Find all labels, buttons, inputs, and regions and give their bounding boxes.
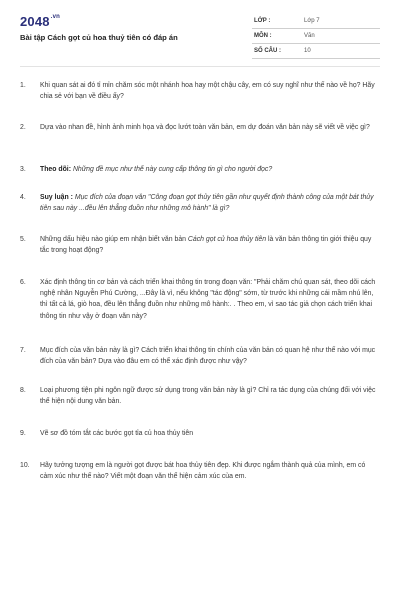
question-number: 9.: [20, 430, 26, 437]
question-text-title: Cách gọt củ hoa thủy tiên: [187, 236, 267, 243]
question-text: [40, 234, 380, 256]
question-body: Những đề mục như thế này cung cấp thông tin gì cho người đọc?: [72, 166, 273, 173]
question-number: 1.: [20, 82, 26, 89]
worksheet-header: [20, 14, 380, 62]
question-lead: Suy luận :: [40, 194, 73, 201]
meta-value: 10: [304, 48, 311, 54]
meta-row-count: [252, 44, 380, 59]
question-text: Xác định thông tin cơ bản và cách triển khai thông tin trong đoạn văn: "Phải chăm chú quan sát, theo dõi cách nghệ nhân Nguyễn Phú Cường, ...Đây là vì, nếu không "tác động" sớm, từ trước khi những cái mầm nhú lên, thì tất cả lá, giò hoa, đều lên thẳng đuồn như những mô hành:. . Theo em, vì sao tác giả chọn cách triển khai thông tin như vậy ở đoạn văn này?: [40, 279, 376, 320]
question-text: Mục đích của văn bản này là gì? Cách triển khai thông tin chính của văn bản có quan hệ như thế nào với mục đích của văn bản? Dựa vào đâu em có thể xác định được như vậy?: [40, 347, 376, 366]
question-text: [40, 164, 380, 175]
logo-main: 2048: [20, 14, 50, 29]
meta-label: MÔN :: [254, 33, 272, 39]
question-number: 2.: [20, 124, 26, 131]
question-number: 4.: [20, 194, 26, 201]
question-text-post: là văn bản thông tin giới thiệu quy tắc trong hoạt động?: [40, 236, 372, 255]
document-title: Bài tập Cách gọt củ hoa thuỷ tiên có đáp án: [20, 33, 178, 42]
meta-row-subject: [252, 29, 380, 44]
meta-row-class: [252, 14, 380, 29]
meta-value: Lớp 7: [304, 18, 320, 24]
question-number: 10.: [20, 462, 30, 469]
question-body: Mục đích của đoạn văn "Công đoạn gọt thủy tiên gần như quyết định thành công của một bát thủy tiên sau này ...đều lên thẳng đuồn như những mô hành" là gì?: [40, 194, 374, 213]
question-text-pre: Những dấu hiệu nào giúp em nhận biết văn bản: [40, 236, 188, 243]
question-text: Vẽ sơ đồ tóm tắt các bước gọt tỉa củ hoa thủy tiên: [40, 430, 194, 437]
question-text: Khi quan sát ai đó tỉ mỉn chăm sóc một nhánh hoa hay một chậu cây, em có suy nghĩ như thế nào về họ? Hãy chia sẻ với bạn về điều ấy?: [40, 82, 375, 101]
header-divider: [20, 66, 380, 67]
question-number: 7.: [20, 347, 26, 354]
question-text: Dựa vào nhan đề, hình ảnh minh họa và đọc lướt toàn văn bản, em dự đoán văn bản này sẽ viết về việc gì?: [40, 124, 370, 131]
question-number: 3.: [20, 166, 26, 173]
meta-value: Văn: [304, 33, 315, 39]
question-text: Loại phương tiện phi ngôn ngữ được sử dụng trong văn bản này là gì? Chỉ ra tác dụng của chúng đối với việc thể hiện nội dung văn bản.: [40, 387, 376, 406]
site-logo[interactable]: [20, 14, 60, 29]
question-text: Hãy tưởng tượng em là người gọt được bát hoa thủy tiên đẹp. Khi được ngắm thành quả của mình, em có cảm xúc như thế nào? Viết một đoạn văn thể hiện cảm xúc của em.: [40, 462, 366, 481]
question-lead: Theo dõi:: [40, 166, 72, 173]
meta-label: SỐ CÂU :: [254, 48, 281, 54]
question-text: [40, 192, 380, 214]
logo-suffix: .vn: [50, 14, 61, 20]
question-number: 5.: [20, 236, 26, 243]
meta-table: [252, 14, 380, 59]
meta-label: LỚP :: [254, 18, 271, 24]
question-number: 6.: [20, 279, 26, 286]
question-number: 8.: [20, 387, 26, 394]
